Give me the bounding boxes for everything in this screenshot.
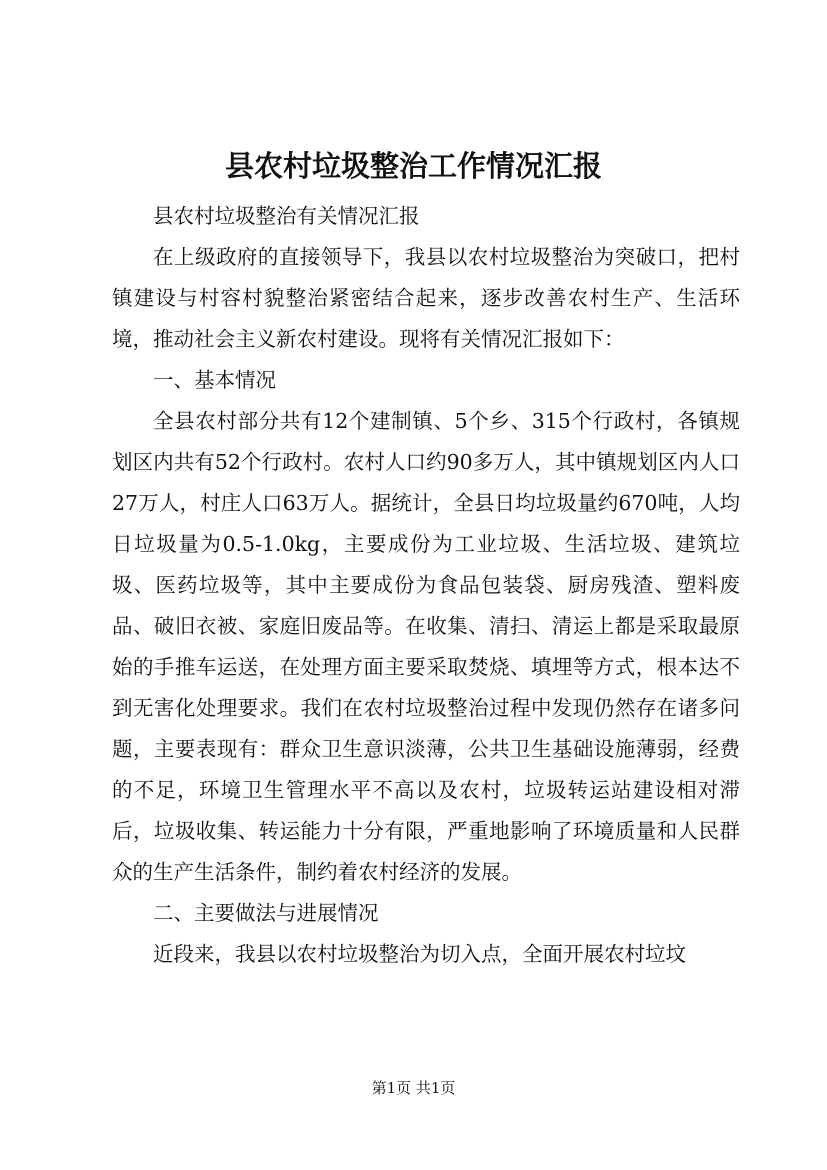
page-number-footer: 第1页 共1页: [371, 1079, 456, 1097]
document-body: [112, 196, 740, 975]
paragraph-basic-situation: 全县农村部分共有12个建制镇、5个乡、315个行政村，各镇规划区内共有52个行政村。农村人口约90多万人，其中镇规划区内人口27万人，村庄人口63万人。据统计，全县日均垃圾量约670吨，人均日垃圾量为0.5-1.0kg，主要成份为工业垃圾、生活垃圾、建筑垃圾、医药垃圾等，其中主要成份为食品包装袋、厨房残渣、塑料废品、破旧衣被、家庭旧废品等。在收集、清扫、清运上都是采取最原始的手推车运送，在处理方面主要采取焚烧、填埋等方式，根本达不到无害化处理要求。我们在农村垃圾整治过程中发现仍然存在诸多问题，主要表现有：群众卫生意识淡薄，公共卫生基础设施薄弱，经费的不足，环境卫生管理水平不高以及农村，垃圾转运站建设相对滞后，垃圾收集、转运能力十分有限，严重地影响了环境质量和人民群众的生产生活条件，制约着农村经济的发展。: [112, 409, 740, 884]
paragraph-intro: 在上级政府的直接领导下，我县以农村垃圾整治为突破口，把村镇建设与村容村貌整治紧密结合起来，逐步改善农村生产、生活环境，推动社会主义新农村建设。现将有关情况汇报如下：: [112, 245, 740, 351]
paragraph-main-practices: 近段来，我县以农村垃圾整治为切入点，全面开展农村垃坟: [153, 942, 686, 966]
section-heading-main-practices: 二、主要做法与进展情况: [153, 901, 379, 925]
section-heading-basic-situation: 一、基本情况: [153, 368, 276, 392]
paragraph-subtitle: 县农村垃圾整治有关情况汇报: [153, 204, 420, 228]
document-title: 县农村垃圾整治工作情况汇报: [224, 149, 602, 183]
